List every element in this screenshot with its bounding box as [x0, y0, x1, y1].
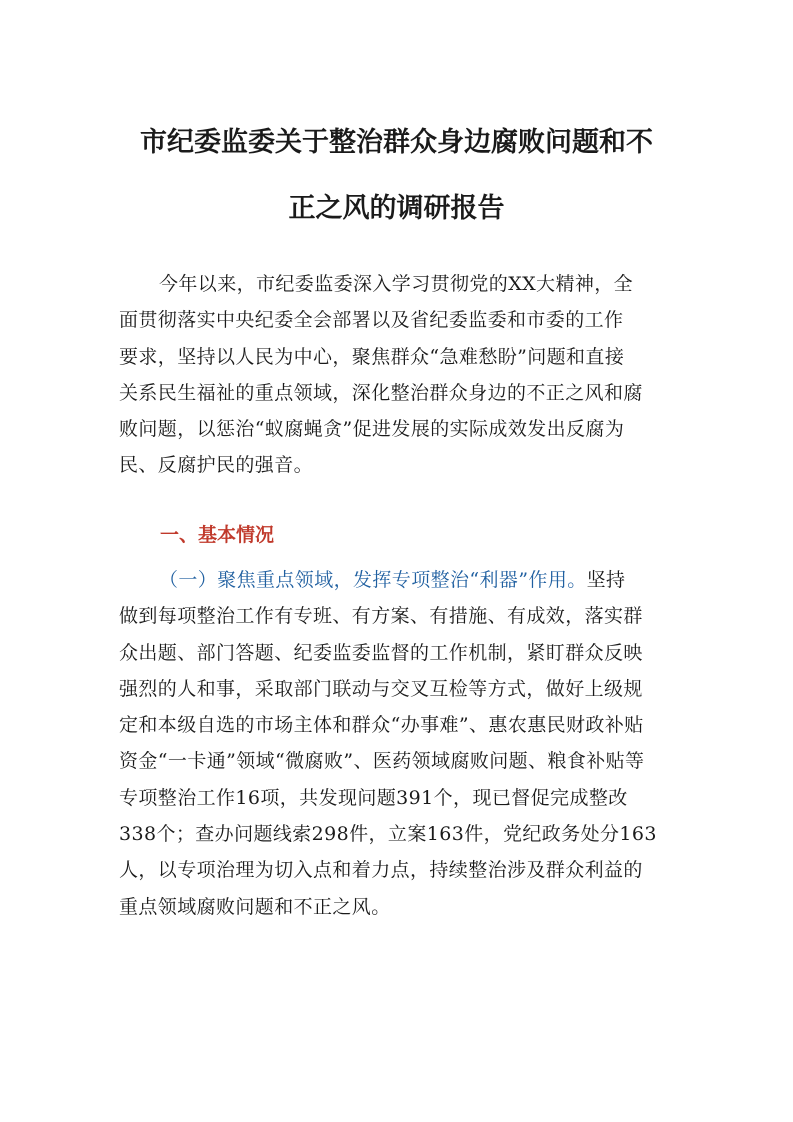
subsection-line: 强烈的人和事，采取部门联动与交叉互检等方式，做好上级规: [119, 677, 643, 700]
intro-line: 要求，坚持以人民为中心，聚焦群众“急难愁盼”问题和直接: [119, 345, 625, 368]
intro-line: 败问题，以惩治“蚁腐蝇贪”促进发展的实际成效发出反腐为: [119, 418, 625, 441]
intro-line: 今年以来，市纪委监委深入学习贯彻党的XX大精神，全: [159, 273, 634, 295]
subsection-line: 定和本级自选的市场主体和群众“办事难”、惠农惠民财政补贴: [119, 714, 644, 737]
intro-line: 面贯彻落实中央纪委全会部署以及省纪委监委和市委的工作: [119, 309, 624, 332]
subsection-lead: （一）聚焦重点领域，发挥专项整治“利器”作用。: [159, 569, 587, 591]
section-heading: 一、基本情况: [160, 524, 275, 546]
subsection-line: 众出题、部门答题、纪委监委监督的工作机制，紧盯群众反映: [119, 641, 643, 664]
subsection-line: 专项整治工作16项，共发现问题391个，现已督促完成整改: [119, 786, 628, 809]
intro-line: 民、反腐护民的强音。: [119, 454, 314, 477]
subsection-line: 做到每项整治工作有专班、有方案、有措施、有成效，落实群: [119, 605, 643, 628]
subsection-paragraph: [119, 562, 675, 925]
report-title: [100, 110, 693, 242]
subsection-line: 人，以专项治理为切入点和着力点，持续整治涉及群众利益的: [119, 859, 643, 882]
subsection-line: 重点领域腐败问题和不正之风。: [119, 895, 391, 918]
subsection-line: 资金“一卡通”领域“微腐败”、医药领域腐败问题、粮食补贴等: [119, 750, 645, 773]
title-line-2: 正之风的调研报告: [288, 193, 505, 224]
intro-line: 关系民生福祉的重点领域，深化整治群众身边的不正之风和腐: [119, 381, 643, 404]
title-line-1: 市纪委监委关于整治群众身边腐败问题和不: [140, 127, 653, 158]
subsection-line: 338个；查办问题线索298件，立案163件，党纪政务处分163: [119, 823, 657, 846]
subsection-first-line: [119, 562, 675, 598]
subsection-first-line-rest: 坚持: [586, 569, 626, 591]
intro-paragraph: [119, 266, 675, 484]
